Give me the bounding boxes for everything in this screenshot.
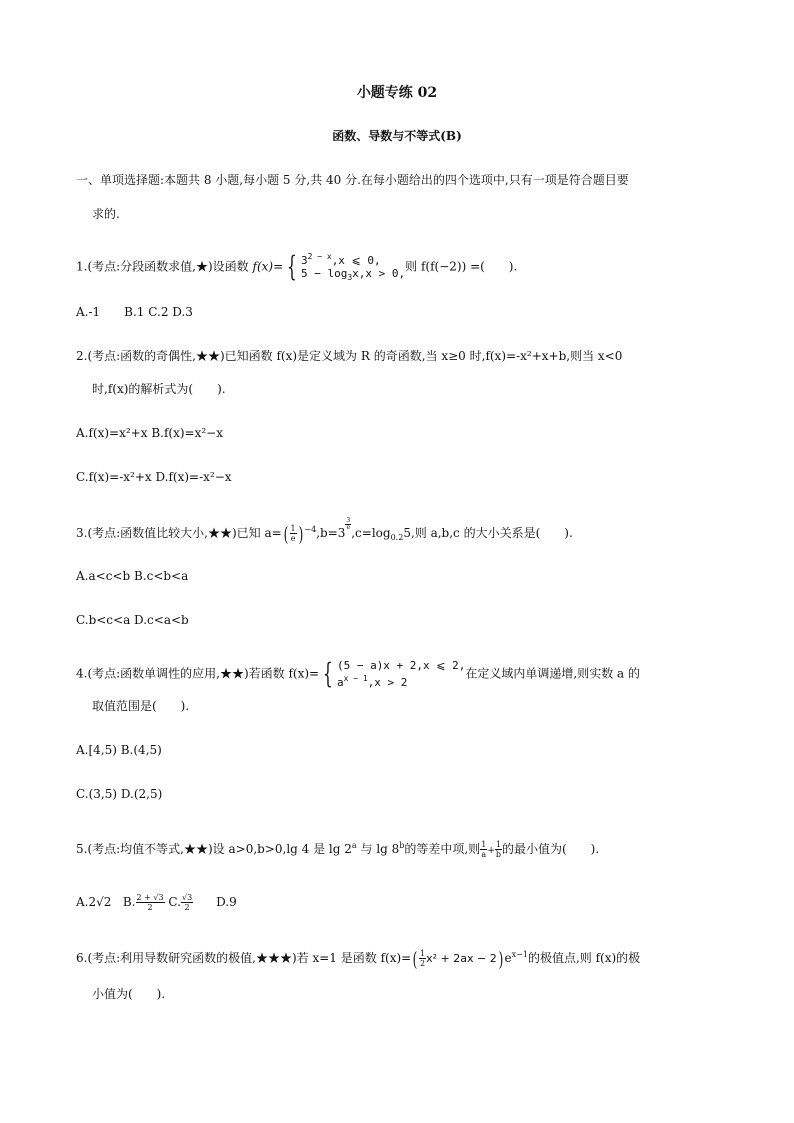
q5-plus: + — [487, 846, 495, 856]
section-intro-line2: 求的. — [92, 207, 120, 221]
page-title: 小题专练 02 — [356, 85, 438, 101]
q1-cases — [301, 250, 405, 284]
q3-fraction: $\frac{1}{e}$ — [290, 524, 296, 543]
q1-suffix: 则 f(f(−2)) =( ). — [405, 259, 518, 274]
q1-eq: = — [273, 259, 284, 274]
question-3: 3.(考点:函数值比较大小,★★)已知 a=( $\frac{1}{e}$ ) $^{-4}$,b=3 $\frac{3}{e}$ $,c=\log_{0.2}5$,则 a,b,c 的大小关系是( ). — [76, 517, 573, 546]
q3-c-rest: 5,则 a,b,c 的大小关系是( ). — [403, 526, 573, 540]
q4-brace: { — [323, 657, 333, 690]
q4-case2: $a^{x - 1},x > 2$ — [336, 674, 408, 689]
q2-options-cd: C.f(x)=-x²+x D.f(x)=-x²−x — [76, 470, 232, 484]
q2-options-ab: A.f(x)=x²+x B.f(x)=x²−x — [76, 426, 223, 440]
page-subtitle: 函数、导数与不等式(B) — [332, 129, 462, 143]
section-intro-line1: 一、单项选择题:本题共 8 小题,每小题 5 分,共 40 分.在每小题给出的四个选项中,只有一项是符合题目要 — [76, 173, 629, 187]
q4-line2: 取值范围是( ). — [92, 699, 190, 713]
q4-prefix: 4.(考点:函数单调性的应用,★★)若函数 f(x)= — [76, 666, 320, 681]
question-6: 6.(考点:利用导数研究函数的极值,★★★)若 x=1 是函数 f(x)=( $\frac{1}{2}$ x² + 2ax − 2) $e^{x-1}$的极值点,则 f(x)的极 — [76, 946, 641, 971]
q3-b-exponent: $\frac{3}{e}$ — [346, 517, 351, 531]
q5-exp-a: a — [351, 841, 357, 850]
q3-options-cd: C.b<c<a D.c<a<b — [76, 613, 189, 627]
q1-case2: $5 - \log_3x,x > 0$, — [300, 267, 406, 282]
q4-case1: (5 − a)x + 2,x ⩽ 2, — [336, 659, 466, 672]
q4-suffix: 在定义域内单调递增,则实数 a 的 — [465, 666, 640, 681]
q1-options: A.-1 B.1 C.2 D.3 — [76, 305, 193, 319]
q6-suffix: 的极值点,则 f(x)的极 — [527, 951, 641, 965]
q5-prefix: 5.(考点:均值不等式,★★)设 a>0,b>0,lg 4 是 lg 2 — [76, 842, 352, 856]
q6-prefix: 6.(考点:利用导数研究函数的极值,★★★)若 x=1 是函数 f(x)= — [76, 951, 412, 965]
q2-line1: 2.(考点:函数的奇偶性,★★)已知函数 f(x)是定义域为 R 的奇函数,当 x≥0 时,f(x)=-x²+x+b,则当 x<0 — [76, 349, 623, 363]
q1-fx: f(x) — [252, 259, 274, 274]
q3-options-ab: A.a<c<b B.c<b<a — [76, 569, 189, 583]
q5-option-c-value: $\frac{√3}{2}$ — [181, 893, 193, 912]
q6-exp: x−1 — [511, 950, 528, 959]
q5-option-b-value: $\frac{2 + √3}{2}$ — [136, 893, 164, 912]
q3-c-part: ,c=log — [351, 526, 391, 540]
q6-line2: 小值为( ). — [92, 987, 166, 1001]
question-1 — [76, 250, 517, 284]
q4-options-ab: A.[4,5) B.(4,5) — [76, 743, 162, 757]
q5-frac-1-over-a: $\frac{1}{a}$ — [481, 840, 487, 859]
q5-option-b-label: B. — [122, 895, 136, 909]
q5-mid: 与 lg 8 — [356, 842, 400, 856]
q1-case1: $3^{2 - x},x$ ⩽ 0, — [300, 252, 381, 267]
q4-options-cd: C.(3,5) D.(2,5) — [76, 787, 163, 801]
q5-option-a: A.2√2 — [76, 895, 112, 909]
q5-option-d: D.9 — [216, 895, 237, 909]
q6-exp-base: e — [504, 951, 512, 965]
q2-line2: 时,f(x)的解析式为( ). — [92, 382, 226, 396]
question-5 — [76, 838, 599, 859]
q5-suffix: 的最小值为( ). — [501, 842, 600, 856]
q3-b-part: ,b=3 — [316, 526, 346, 540]
q5-frac-1-over-b: $\frac{1}{b}$ — [495, 840, 501, 859]
q6-inner: x² + 2ax − 2 — [426, 952, 497, 965]
q3-a-exponent: −4 — [304, 525, 317, 534]
q3-prefix: 3.(考点:函数值比较大小,★★)已知 a= — [76, 526, 282, 540]
q4-cases — [337, 659, 465, 689]
q5-option-c-label: C. — [168, 895, 181, 909]
q5-options — [76, 893, 237, 912]
q6-fraction: $\frac{1}{2}$ — [420, 949, 426, 968]
q1-brace: { — [287, 250, 297, 283]
question-4 — [76, 659, 640, 689]
q3-c-sub: 0.2 — [390, 533, 404, 542]
q5-rest: 的等差中项,则 — [404, 842, 481, 856]
q5-exp-b: b — [399, 841, 405, 850]
q1-prefix: 1.(考点:分段函数求值,★)设函数 — [76, 259, 253, 274]
